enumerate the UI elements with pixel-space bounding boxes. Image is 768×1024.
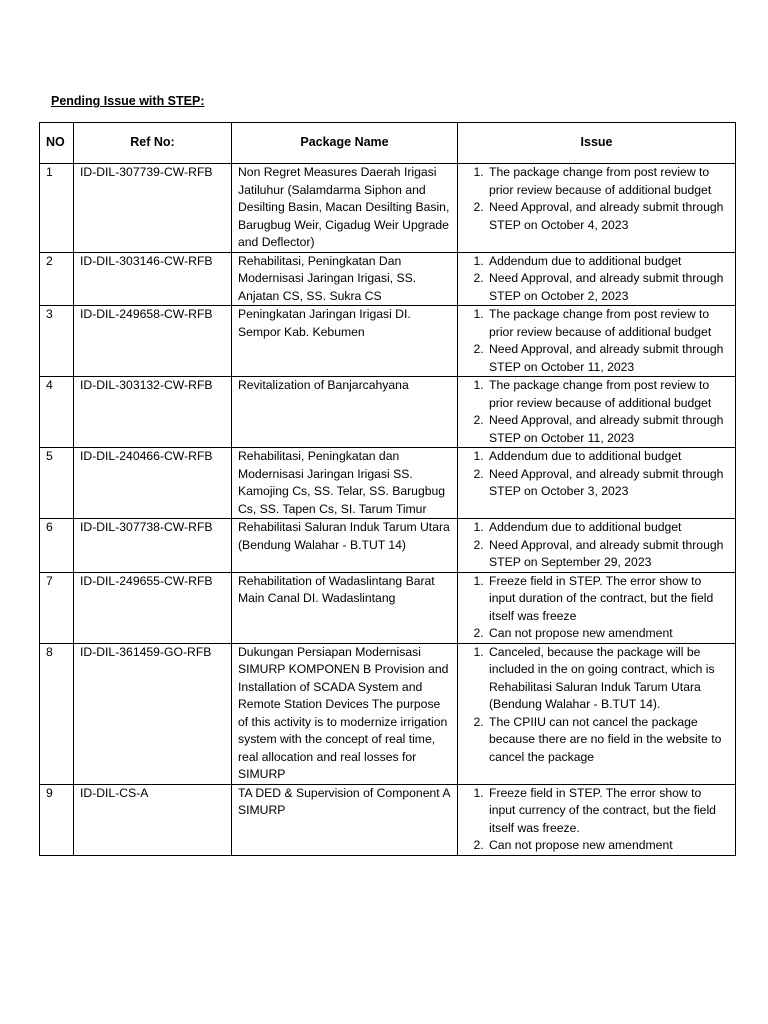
issue-item: 2. Can not propose new amendment [487, 837, 729, 855]
ref-cell: ID-DIL-249658-CW-RFB [74, 306, 232, 377]
issue-list [464, 644, 729, 767]
package-cell: Rehabilitasi, Peningkatan Dan Modernisasi Jaringan Irigasi, SS. Anjatan CS, SS. Sukra CS [232, 252, 458, 306]
document-heading: Pending Issue with STEP: [51, 94, 205, 108]
no-cell: 7 [40, 572, 74, 643]
ref-cell: ID-DIL-240466-CW-RFB [74, 448, 232, 519]
issue-list [464, 253, 729, 306]
issue-list [464, 448, 729, 501]
package-cell: Rehabilitasi Saluran Induk Tarum Utara (Bendung Walahar - B.TUT 14) [232, 519, 458, 573]
issue-item: 1. The package change from post review to prior review because of additional budget [487, 306, 729, 341]
table-row [40, 643, 736, 784]
issue-cell [458, 572, 736, 643]
table-row [40, 519, 736, 573]
table-row [40, 377, 736, 448]
issue-list [464, 306, 729, 376]
no-cell: 2 [40, 252, 74, 306]
table-row [40, 306, 736, 377]
issue-item: 2. Need Approval, and already submit through STEP on September 29, 2023 [487, 537, 729, 572]
no-cell: 1 [40, 164, 74, 253]
issue-list [464, 573, 729, 643]
table-header-row [40, 123, 736, 164]
ref-cell: ID-DIL-249655-CW-RFB [74, 572, 232, 643]
issue-cell [458, 784, 736, 855]
issue-list [464, 377, 729, 447]
issue-item: 1. Addendum due to additional budget [487, 253, 729, 271]
issue-item: 1. The package change from post review to prior review because of additional budget [487, 377, 729, 412]
issue-item: 2. The CPIIU can not cancel the package because there are no field in the website to cancel the package [487, 714, 729, 767]
column-header-no: NO [40, 123, 74, 164]
issue-item: 2. Need Approval, and already submit through STEP on October 3, 2023 [487, 466, 729, 501]
table-row [40, 448, 736, 519]
package-cell: Dukungan Persiapan Modernisasi SIMURP KOMPONEN B Provision and Installation of SCADA System and Remote Station Devices The purpose of this activity is to modernize irrigation system with the concept of real time, real allocation and real losses for SIMURP [232, 643, 458, 784]
issue-cell [458, 643, 736, 784]
issue-cell [458, 448, 736, 519]
issue-cell [458, 306, 736, 377]
issue-list [464, 785, 729, 855]
issue-item: 2. Need Approval, and already submit through STEP on October 4, 2023 [487, 199, 729, 234]
issue-item: 1. Freeze field in STEP. The error show to input currency of the contract, but the field itself was freeze. [487, 785, 729, 838]
no-cell: 8 [40, 643, 74, 784]
issue-item: 1. Addendum due to additional budget [487, 519, 729, 537]
no-cell: 9 [40, 784, 74, 855]
issue-item: 1. The package change from post review to prior review because of additional budget [487, 164, 729, 199]
pending-issues-table [39, 122, 736, 856]
issue-item: 2. Need Approval, and already submit through STEP on October 11, 2023 [487, 412, 729, 447]
issue-list [464, 164, 729, 234]
column-header-issue: Issue [458, 123, 736, 164]
issue-cell [458, 519, 736, 573]
ref-cell: ID-DIL-303132-CW-RFB [74, 377, 232, 448]
no-cell: 3 [40, 306, 74, 377]
ref-cell: ID-DIL-303146-CW-RFB [74, 252, 232, 306]
package-cell: Peningkatan Jaringan Irigasi DI. Sempor Kab. Kebumen [232, 306, 458, 377]
issue-cell [458, 164, 736, 253]
table-row [40, 784, 736, 855]
column-header-ref: Ref No: [74, 123, 232, 164]
ref-cell: ID-DIL-307738-CW-RFB [74, 519, 232, 573]
issue-item: 2. Can not propose new amendment [487, 625, 729, 643]
no-cell: 5 [40, 448, 74, 519]
issue-cell [458, 377, 736, 448]
package-cell: Rehabilitation of Wadaslintang Barat Main Canal DI. Wadaslintang [232, 572, 458, 643]
ref-cell: ID-DIL-361459-GO-RFB [74, 643, 232, 784]
issue-item: 1. Freeze field in STEP. The error show to input duration of the contract, but the field itself was freeze [487, 573, 729, 626]
column-header-package: Package Name [232, 123, 458, 164]
package-cell: Non Regret Measures Daerah Irigasi Jatiluhur (Salamdarma Siphon and Desilting Basin, Macan Desilting Basin, Barugbug Weir, Cigadug Weir Upgrade and Deflector) [232, 164, 458, 253]
issue-item: 1. Canceled, because the package will be included in the on going contract, which is Rehabilitasi Saluran Induk Tarum Utara (Bendung Walahar - B.TUT 14). [487, 644, 729, 714]
issue-list [464, 519, 729, 572]
issue-item: 2. Need Approval, and already submit through STEP on October 11, 2023 [487, 341, 729, 376]
table-row [40, 252, 736, 306]
no-cell: 4 [40, 377, 74, 448]
ref-cell: ID-DIL-CS-A [74, 784, 232, 855]
table-row [40, 164, 736, 253]
no-cell: 6 [40, 519, 74, 573]
package-cell: TA DED & Supervision of Component A SIMURP [232, 784, 458, 855]
issue-item: 1. Addendum due to additional budget [487, 448, 729, 466]
package-cell: Rehabilitasi, Peningkatan dan Modernisasi Jaringan Irigasi SS. Kamojing Cs, SS. Telar, SS. Barugbug Cs, SS. Tapen Cs, SI. Tarum Timur [232, 448, 458, 519]
ref-cell: ID-DIL-307739-CW-RFB [74, 164, 232, 253]
package-cell: Revitalization of Banjarcahyana [232, 377, 458, 448]
issue-cell [458, 252, 736, 306]
issue-item: 2. Need Approval, and already submit through STEP on October 2, 2023 [487, 270, 729, 305]
table-row [40, 572, 736, 643]
